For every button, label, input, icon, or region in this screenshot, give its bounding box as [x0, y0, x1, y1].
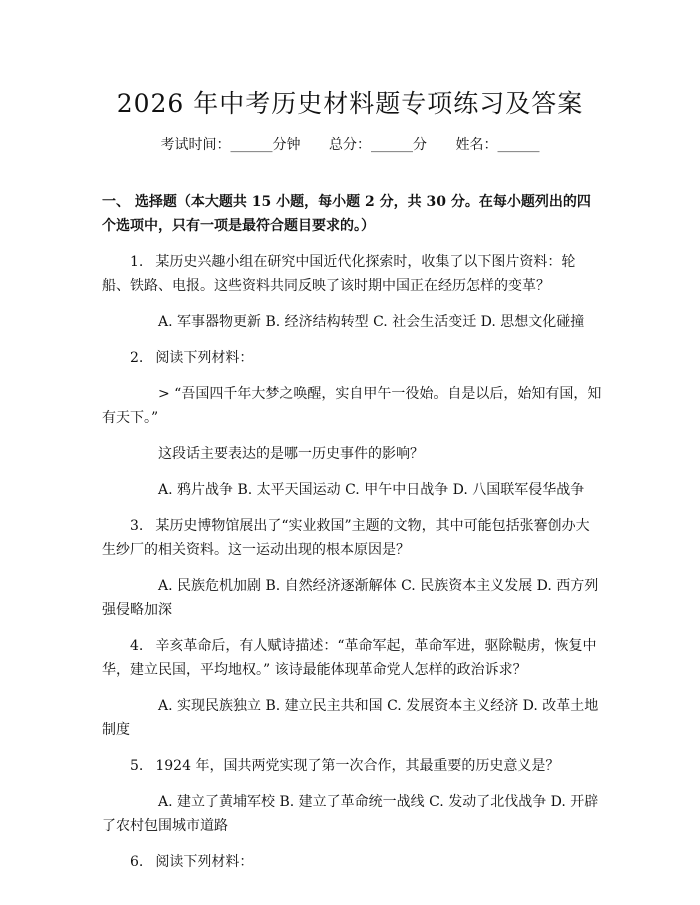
question-text: 某历史博物馆展出了“实业救国”主题的文物，其中可能包括张謇创办大生纱厂的相关资料。这一运动出现的根本原因是？ — [102, 518, 590, 558]
question-5 — [102, 754, 602, 778]
question-text: 阅读下列材料： — [155, 350, 254, 366]
question-3 — [102, 514, 602, 562]
question-number: 6. — [130, 854, 144, 870]
exam-time-label: 考试时间：______分钟 — [160, 137, 301, 153]
student-name-label: 姓名：______ — [455, 137, 540, 153]
question-2-quote: > “吾国四千年大梦之唤醒，实自甲午一役始。自是以后，始知有国，知有天下。” — [102, 386, 602, 426]
question-5-options: A. 建立了黄埔军校 B. 建立了革命统一战线 C. 发动了北伐战争 D. 开辟了农村包围城市道路 — [102, 794, 599, 834]
question-2-options: A. 鸦片战争 B. 太平天国运动 C. 甲午中日战争 D. 八国联军侵华战争 — [158, 482, 585, 498]
question-text: 1924 年，国共两党实现了第一次合作，其最重要的历史意义是？ — [155, 758, 560, 774]
exam-meta — [0, 134, 700, 154]
question-2-prompt: 这段话主要表达的是哪一历史事件的影响？ — [158, 446, 424, 462]
question-text: 阅读下列材料： — [155, 854, 254, 870]
exam-score-label: 总分：______分 — [329, 137, 427, 153]
question-4-options: A. 实现民族独立 B. 建立民主共和国 C. 发展资本主义经济 D. 改革土地制度 — [102, 698, 599, 738]
question-number: 3. — [130, 518, 144, 534]
question-6 — [102, 850, 602, 874]
question-number: 1. — [130, 254, 144, 270]
question-1-options: A. 军事器物更新 B. 经济结构转型 C. 社会生活变迁 D. 思想文化碰撞 — [158, 314, 585, 330]
question-2 — [102, 346, 602, 370]
question-number: 4. — [130, 638, 144, 654]
question-number: 2. — [130, 350, 144, 366]
question-3-options: A. 民族危机加剧 B. 自然经济逐渐解体 C. 民族资本主义发展 D. 西方列强侵略加深 — [102, 578, 599, 618]
question-content — [102, 190, 602, 886]
question-1 — [102, 250, 602, 298]
question-text: 某历史兴趣小组在研究中国近代化探索时，收集了以下图片资料：轮船、铁路、电报。这些资料共同反映了该时期中国正在经历怎样的变革？ — [102, 254, 576, 294]
question-number: 5. — [130, 758, 144, 774]
question-4 — [102, 634, 602, 682]
page-title: 2026 年中考历史材料题专项练习及答案 — [116, 89, 584, 118]
question-text: 辛亥革命后，有人赋诗描述：“革命军起，革命军进，驱除鞑虏，恢复中华，建立民国，平均地权。” 该诗最能体现革命党人怎样的政治诉求？ — [102, 638, 597, 678]
section-title: 一、 选择题（本大题共 15 小题，每小题 2 分，共 30 分。在每小题列出的四个选项中，只有一项是最符合题目要求的。） — [102, 194, 591, 234]
